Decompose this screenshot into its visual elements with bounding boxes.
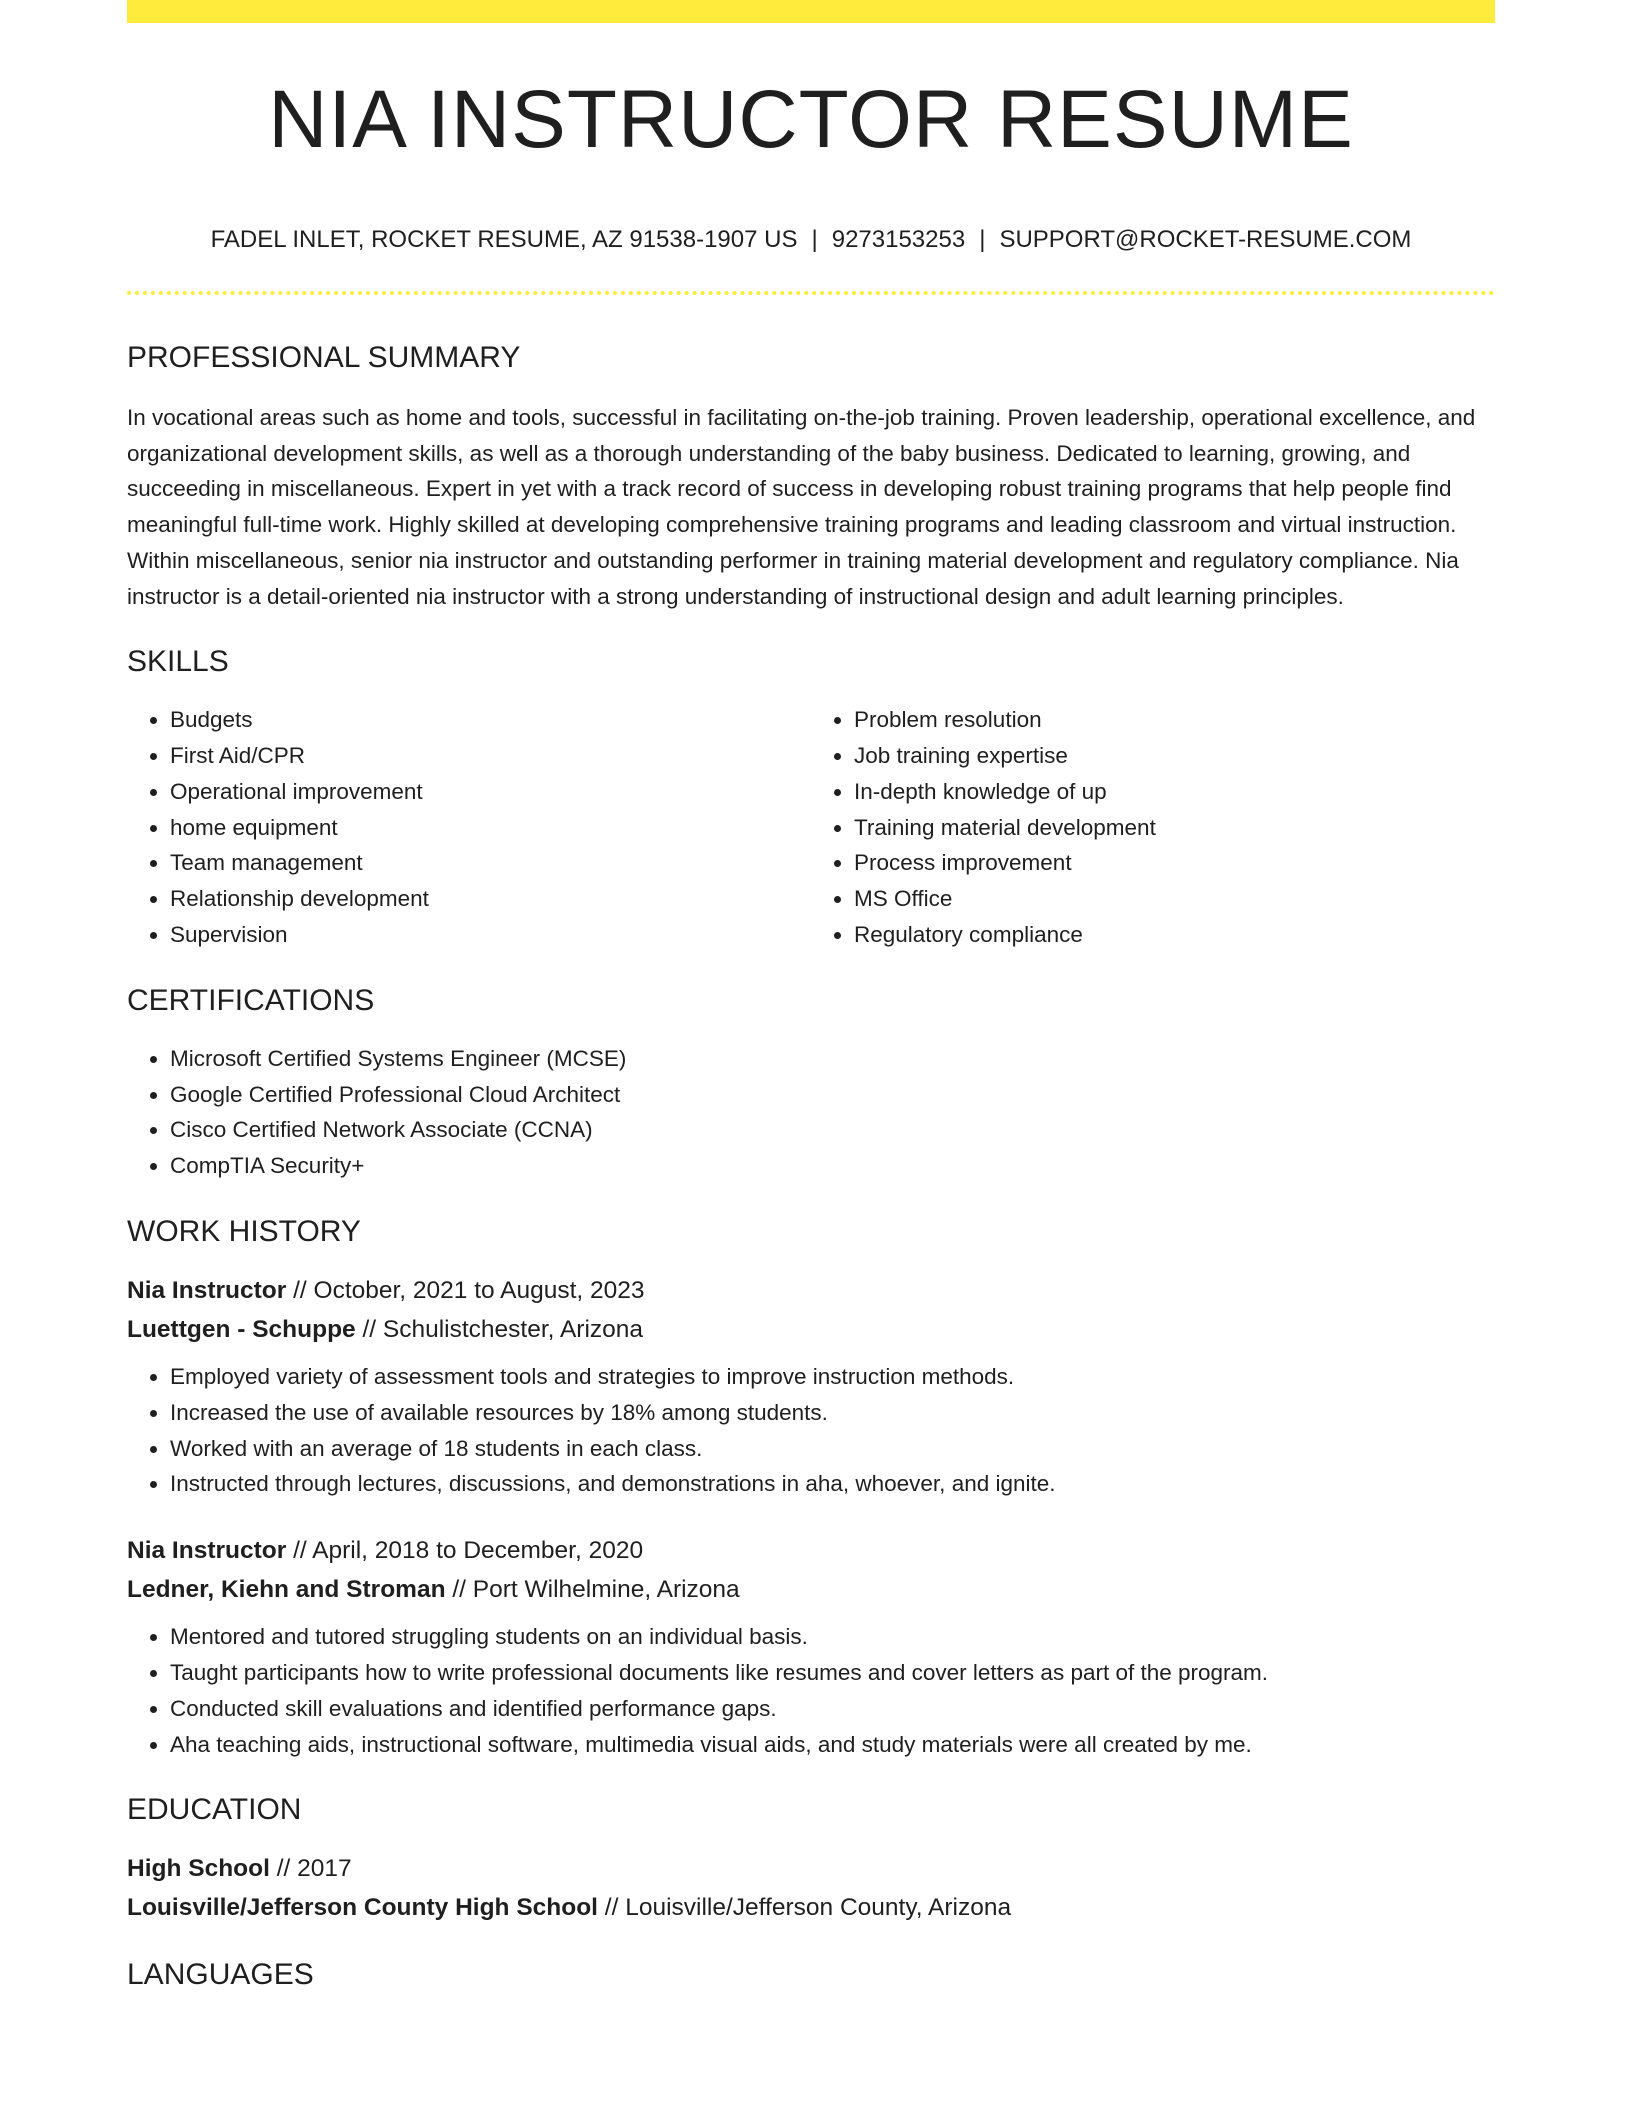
job-bullet: • Aha teaching aids, instructional software, multimedia visual aids, and study materials were all created by me. bbox=[170, 1727, 1495, 1763]
skill-item: • Job training expertise bbox=[854, 738, 1495, 774]
contact-address: FADEL INLET, ROCKET RESUME, AZ 91538-1907 US bbox=[210, 226, 798, 253]
contact-line bbox=[127, 228, 1495, 252]
job-location: // Port Wilhelmine, Arizona bbox=[445, 1576, 740, 1604]
education-entry bbox=[127, 1849, 1495, 1927]
top-accent-bar bbox=[127, 0, 1495, 23]
job-company: Luettgen - Schuppe bbox=[127, 1315, 356, 1343]
job-dates: // October, 2021 to August, 2023 bbox=[286, 1276, 645, 1304]
skill-item: • Relationship development bbox=[170, 881, 811, 917]
summary-text: In vocational areas such as home and tools, successful in facilitating on-the-job training. Proven leadership, operational excellence, and organizational development skills, as well as a thorough understanding of the baby business. Dedicated to learning, growing, and succeeding in miscellaneous. Expert in yet with a track record of success in developing robust training programs that help people find meaningful full-time work. Highly skilled at developing comprehensive training programs and leading classroom and virtual instruction. Within miscellaneous, senior nia instructor and outstanding performer in training material development and regulatory compliance. Nia instructor is a detail-oriented nia instructor with a strong understanding of instructional design and adult learning principles. bbox=[127, 405, 1476, 609]
job-company-line bbox=[127, 1310, 1495, 1349]
skill-item: • Problem resolution bbox=[854, 702, 1495, 738]
education-degree: High School bbox=[127, 1855, 270, 1883]
job-bullet: • Worked with an average of 18 students in each class. bbox=[170, 1431, 1495, 1467]
job-bullet: • Employed variety of assessment tools and strategies to improve instruction methods. bbox=[170, 1359, 1495, 1395]
skill-item: • Training material development bbox=[854, 810, 1495, 846]
skill-item: • Team management bbox=[170, 845, 811, 881]
header-divider bbox=[127, 291, 1495, 295]
section-heading-skills: SKILLS bbox=[127, 645, 229, 679]
skill-item: • Operational improvement bbox=[170, 774, 811, 810]
contact-phone: 9273153253 bbox=[831, 226, 966, 253]
job-bullets bbox=[127, 1359, 1495, 1502]
section-heading-summary: PROFESSIONAL SUMMARY bbox=[127, 341, 521, 374]
resume-page bbox=[127, 0, 1495, 1990]
job-bullet: • Increased the use of available resources by 18% among students. bbox=[170, 1395, 1495, 1431]
skills-grid bbox=[127, 702, 1495, 953]
certification-item: • Google Certified Professional Cloud Architect bbox=[170, 1077, 1495, 1113]
certification-item: • CompTIA Security+ bbox=[170, 1148, 1495, 1184]
education-degree-line bbox=[127, 1849, 1495, 1888]
skill-item: • First Aid/CPR bbox=[170, 738, 811, 774]
education-location: // Louisville/Jefferson County, Arizona bbox=[598, 1894, 1012, 1922]
job-entry bbox=[127, 1271, 1495, 1502]
job-entry bbox=[127, 1531, 1495, 1762]
job-company: Ledner, Kiehn and Stroman bbox=[127, 1576, 446, 1604]
education-school-line bbox=[127, 1888, 1495, 1927]
skill-item: • Process improvement bbox=[854, 845, 1495, 881]
job-dates: // April, 2018 to December, 2020 bbox=[286, 1537, 644, 1565]
job-bullet: • Instructed through lectures, discussions, and demonstrations in aha, whoever, and ignite. bbox=[170, 1466, 1495, 1502]
contact-email: SUPPORT@ROCKET-RESUME.COM bbox=[999, 226, 1412, 253]
job-bullet: • Taught participants how to write professional documents like resumes and cover letters as part of the program. bbox=[170, 1655, 1495, 1691]
resume-title: NIA INSTRUCTOR RESUME bbox=[268, 74, 1354, 165]
section-heading-work-history: WORK HISTORY bbox=[127, 1214, 361, 1248]
job-bullet: • Conducted skill evaluations and identified performance gaps. bbox=[170, 1691, 1495, 1727]
skill-item: • In-depth knowledge of up bbox=[854, 774, 1495, 810]
job-title: Nia Instructor bbox=[127, 1276, 287, 1304]
section-heading-education: EDUCATION bbox=[127, 1793, 302, 1827]
section-heading-certifications: CERTIFICATIONS bbox=[127, 983, 375, 1017]
skill-item: • Budgets bbox=[170, 702, 811, 738]
job-bullets bbox=[127, 1619, 1495, 1762]
job-bullet: • Mentored and tutored struggling students on an individual basis. bbox=[170, 1619, 1495, 1655]
skills-list-left bbox=[127, 702, 811, 953]
job-location: // Schulistchester, Arizona bbox=[355, 1315, 644, 1343]
certifications-list bbox=[127, 1041, 1495, 1184]
education-year: // 2017 bbox=[269, 1855, 352, 1883]
skill-item: • MS Office bbox=[854, 881, 1495, 917]
education-school: Louisville/Jefferson County High School bbox=[127, 1894, 598, 1922]
job-title-line bbox=[127, 1271, 1495, 1310]
skills-list-right bbox=[811, 702, 1495, 953]
contact-separator: | bbox=[979, 226, 986, 253]
contact-separator: | bbox=[811, 226, 818, 253]
skill-item: • Regulatory compliance bbox=[854, 917, 1495, 953]
job-title: Nia Instructor bbox=[127, 1537, 287, 1565]
certification-item: • Microsoft Certified Systems Engineer (MCSE) bbox=[170, 1041, 1495, 1077]
certification-item: • Cisco Certified Network Associate (CCNA) bbox=[170, 1112, 1495, 1148]
skill-item: • Supervision bbox=[170, 917, 811, 953]
section-heading-languages: LANGUAGES bbox=[127, 1958, 314, 1992]
skill-item: • home equipment bbox=[170, 810, 811, 846]
job-company-line bbox=[127, 1570, 1495, 1609]
job-title-line bbox=[127, 1531, 1495, 1570]
